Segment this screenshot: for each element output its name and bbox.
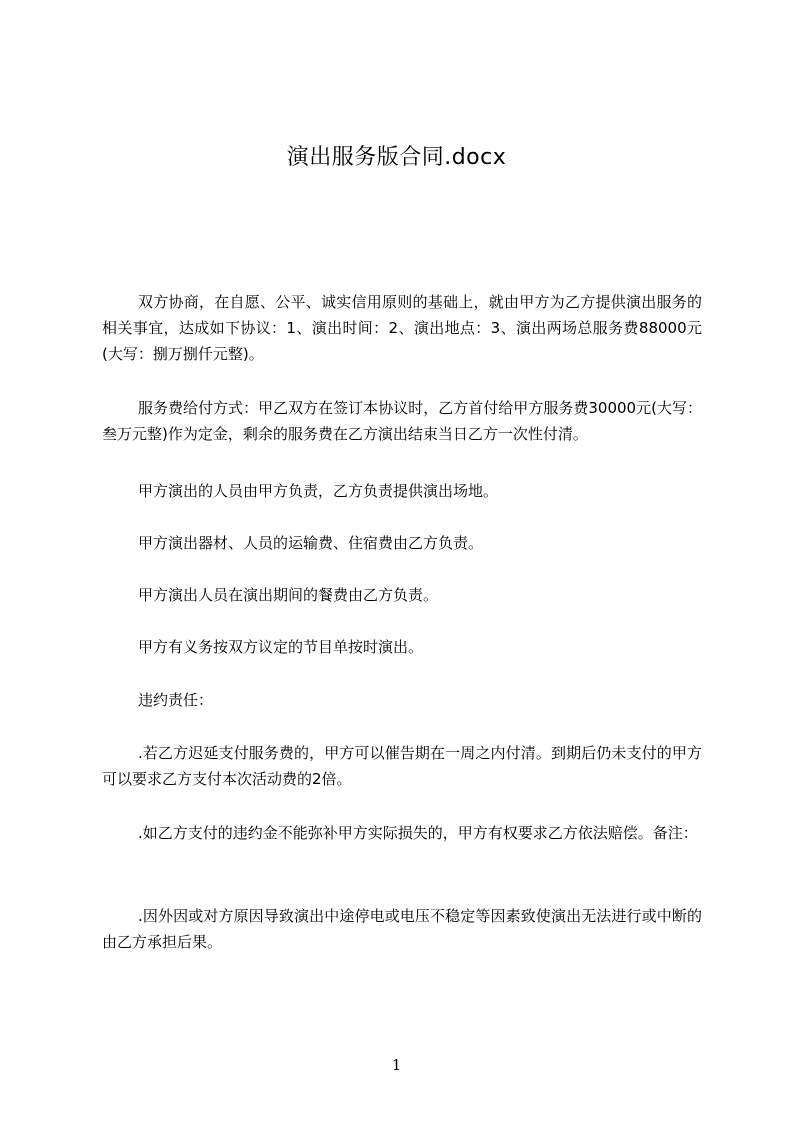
paragraph-force-majeure: .因外因或对方原因导致演出中途停电或电压不稳定等因素致使演出无法进行或中断的由乙方承担后果。 xyxy=(102,907,702,951)
paragraph-late-payment: .若乙方迟延支付服务费的，甲方可以催告期在一周之内付清。到期后仍未支付的甲方可以要求乙方支付本次活动费的2倍。 xyxy=(102,744,702,788)
paragraph-agreement-intro: 双方协商，在自愿、公平、诚实信用原则的基础上，就由甲方为乙方提供演出服务的相关事宜，达成如下协议：1、演出时间：2、演出地点：3、演出两场总服务费88000元(大写：捌万捌仟元整)。 xyxy=(102,293,702,363)
paragraph-obligation: 甲方有义务按双方议定的节目单按时演出。 xyxy=(138,638,424,656)
paragraph-liability-heading: 违约责任： xyxy=(138,691,214,709)
paragraph-personnel: 甲方演出的人员由甲方负责，乙方负责提供演出场地。 xyxy=(138,482,499,500)
document-title: 演出服务版合同.docx xyxy=(286,145,507,170)
paragraph-transport-lodging: 甲方演出器材、人员的运输费、住宿费由乙方负责。 xyxy=(138,534,484,552)
paragraph-payment-method: 服务费给付方式：甲乙双方在签订本协议时，乙方首付给甲方服务费30000元(大写：叁万元整)作为定金，剩余的服务费在乙方演出结束当日乙方一次性付清。 xyxy=(102,399,702,443)
paragraph-compensation: .如乙方支付的违约金不能弥补甲方实际损失的，甲方有权要求乙方依法赔偿。备注： xyxy=(138,824,698,842)
page-number: 1 xyxy=(391,1056,402,1074)
paragraph-meals: 甲方演出人员在演出期间的餐费由乙方负责。 xyxy=(138,586,439,604)
